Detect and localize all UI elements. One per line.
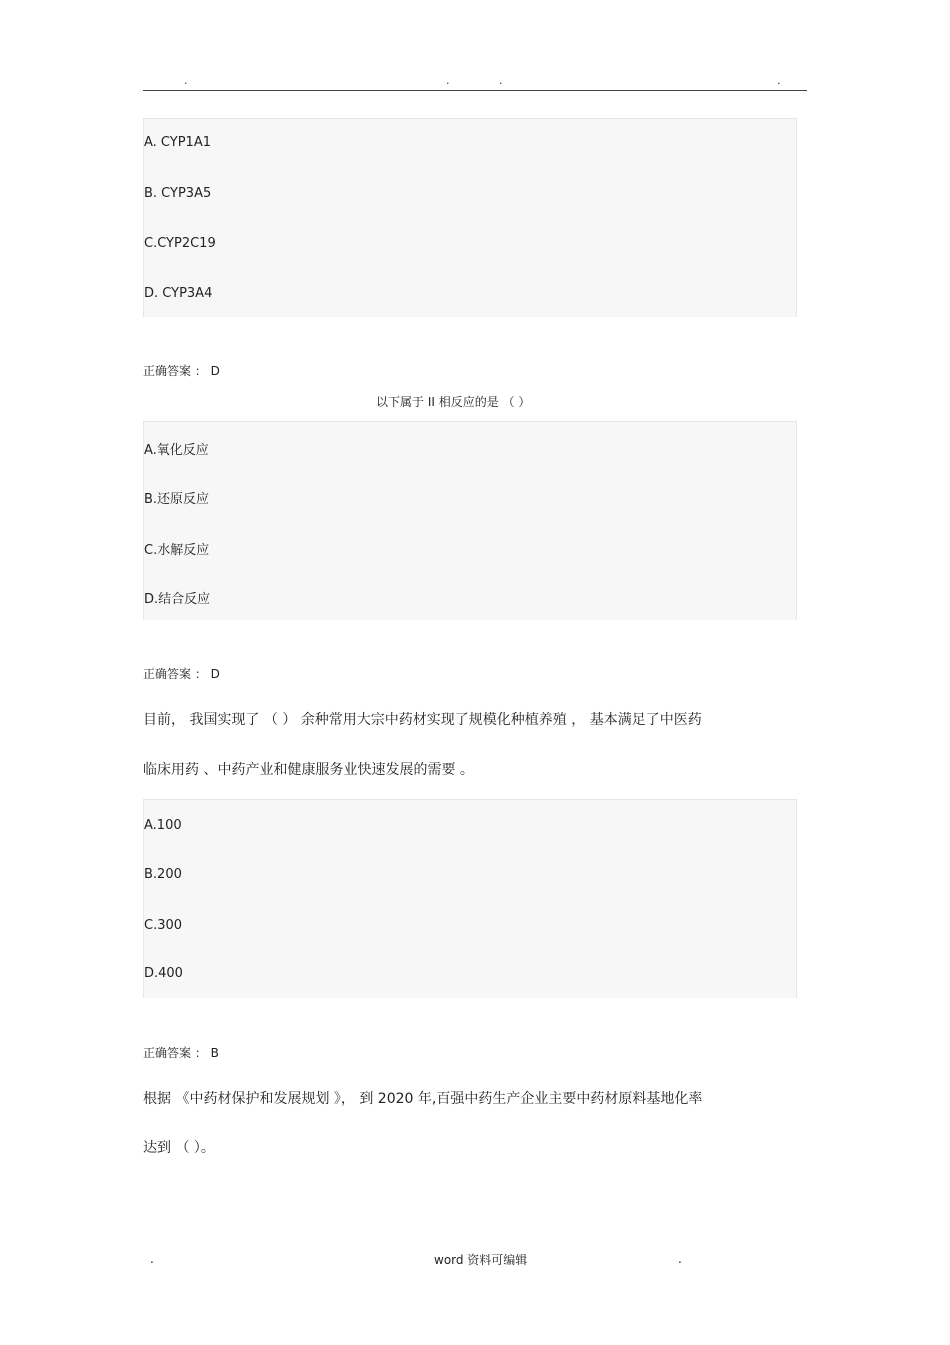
footer-text: word 资料可编辑: [434, 1253, 528, 1267]
option-a[interactable]: A.100: [144, 818, 182, 833]
option-d[interactable]: D.400: [144, 966, 183, 981]
question-q2: 以下属于 II 相反应的是 （ ）: [376, 395, 531, 409]
option-c[interactable]: C.水解反应: [144, 543, 210, 558]
option-c[interactable]: C.300: [144, 918, 183, 933]
option-d[interactable]: D. CYP3A4: [144, 286, 213, 301]
options-box-q3: [143, 799, 797, 998]
header-dot: .: [499, 74, 503, 87]
option-d[interactable]: D.结合反应: [144, 592, 211, 607]
question-q4-line2: 达到 （ ）。: [143, 1140, 215, 1156]
option-c[interactable]: C.CYP2C19: [144, 236, 216, 251]
correct-answer-q1: 正确答案 ： D: [143, 364, 220, 378]
option-a[interactable]: A. CYP1A1: [144, 135, 211, 150]
header-dot: .: [777, 74, 781, 87]
option-b[interactable]: B.200: [144, 867, 182, 882]
header-dot: .: [446, 74, 450, 87]
option-b[interactable]: B.还原反应: [144, 492, 210, 507]
correct-answer-q2: 正确答案 ： D: [143, 667, 220, 681]
question-q3-line1: 目前， 我国实现了 （ ） 余种常用大宗中药材实现了规模化种植养殖 ， 基本满足了中医药: [143, 712, 702, 728]
question-q3-line2: 临床用药 、中药产业和健康服务业快速发展的需要 。: [143, 762, 474, 778]
correct-answer-q3: 正确答案 ： B: [143, 1046, 219, 1060]
options-box-q2: [143, 421, 797, 620]
option-b[interactable]: B. CYP3A5: [144, 186, 212, 201]
question-q4-line1: 根据 《中药材保护和发展规划 》， 到 2020 年,百强中药生产企业主要中药材原料基地化率: [143, 1091, 703, 1107]
footer-dot-left: .: [150, 1252, 154, 1266]
header-rule: [143, 90, 807, 91]
options-box-q1: [143, 118, 797, 317]
option-a[interactable]: A.氧化反应: [144, 443, 209, 458]
footer-dot-right: .: [678, 1252, 682, 1266]
header-dot: .: [184, 74, 188, 87]
